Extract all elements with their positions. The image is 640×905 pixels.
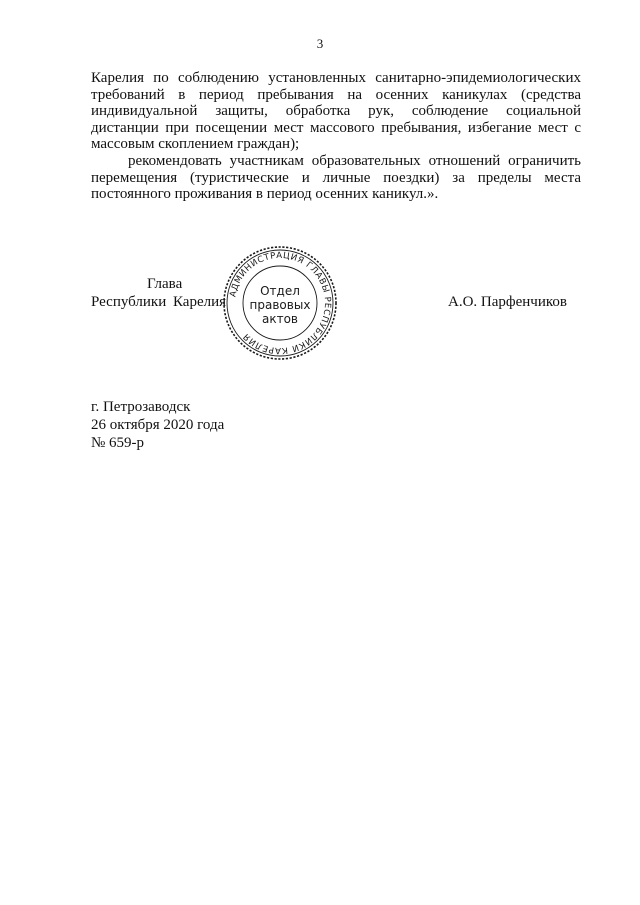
page-number: 3 bbox=[316, 36, 324, 51]
footer-city: г. Петрозаводск bbox=[91, 399, 191, 415]
body-text bbox=[91, 70, 581, 203]
signature-name: А.О. Парфенчиков bbox=[448, 294, 567, 310]
official-stamp bbox=[222, 245, 338, 361]
stamp-center-line2: правовых bbox=[249, 298, 311, 312]
stamp-center-line1: Отдел bbox=[260, 284, 300, 298]
stamp-ring-text: АДМИНИСТРАЦИЯ ГЛАВЫ РЕСПУБЛИКИ КАРЕЛИЯ bbox=[228, 250, 333, 356]
paragraph-continuation: Карелия по соблюдению установленных санитарно-эпидемиологических требований в период пребывания на осенних каникулах (средства индивидуальной защиты, обработка рук, соблюдение социальной дистанции при посещении мест массового пребывания, избегание мест с массовым скоплением граждан); bbox=[91, 70, 581, 153]
document-footer bbox=[91, 398, 224, 452]
signature-title-line2: Республики Карелия bbox=[91, 294, 227, 310]
signature-title-line1: Глава bbox=[147, 276, 183, 292]
signature-title bbox=[91, 275, 231, 311]
stamp-center-line3: актов bbox=[261, 312, 299, 326]
paragraph-recommendation: рекомендовать участникам образовательных отношений ограничить перемещения (туристические и личные поездки) за пределы места постоянного проживания в период осенних каникул.». bbox=[91, 152, 581, 203]
footer-date: 26 октября 2020 года bbox=[91, 417, 225, 433]
footer-number: № 659-р bbox=[91, 435, 145, 451]
